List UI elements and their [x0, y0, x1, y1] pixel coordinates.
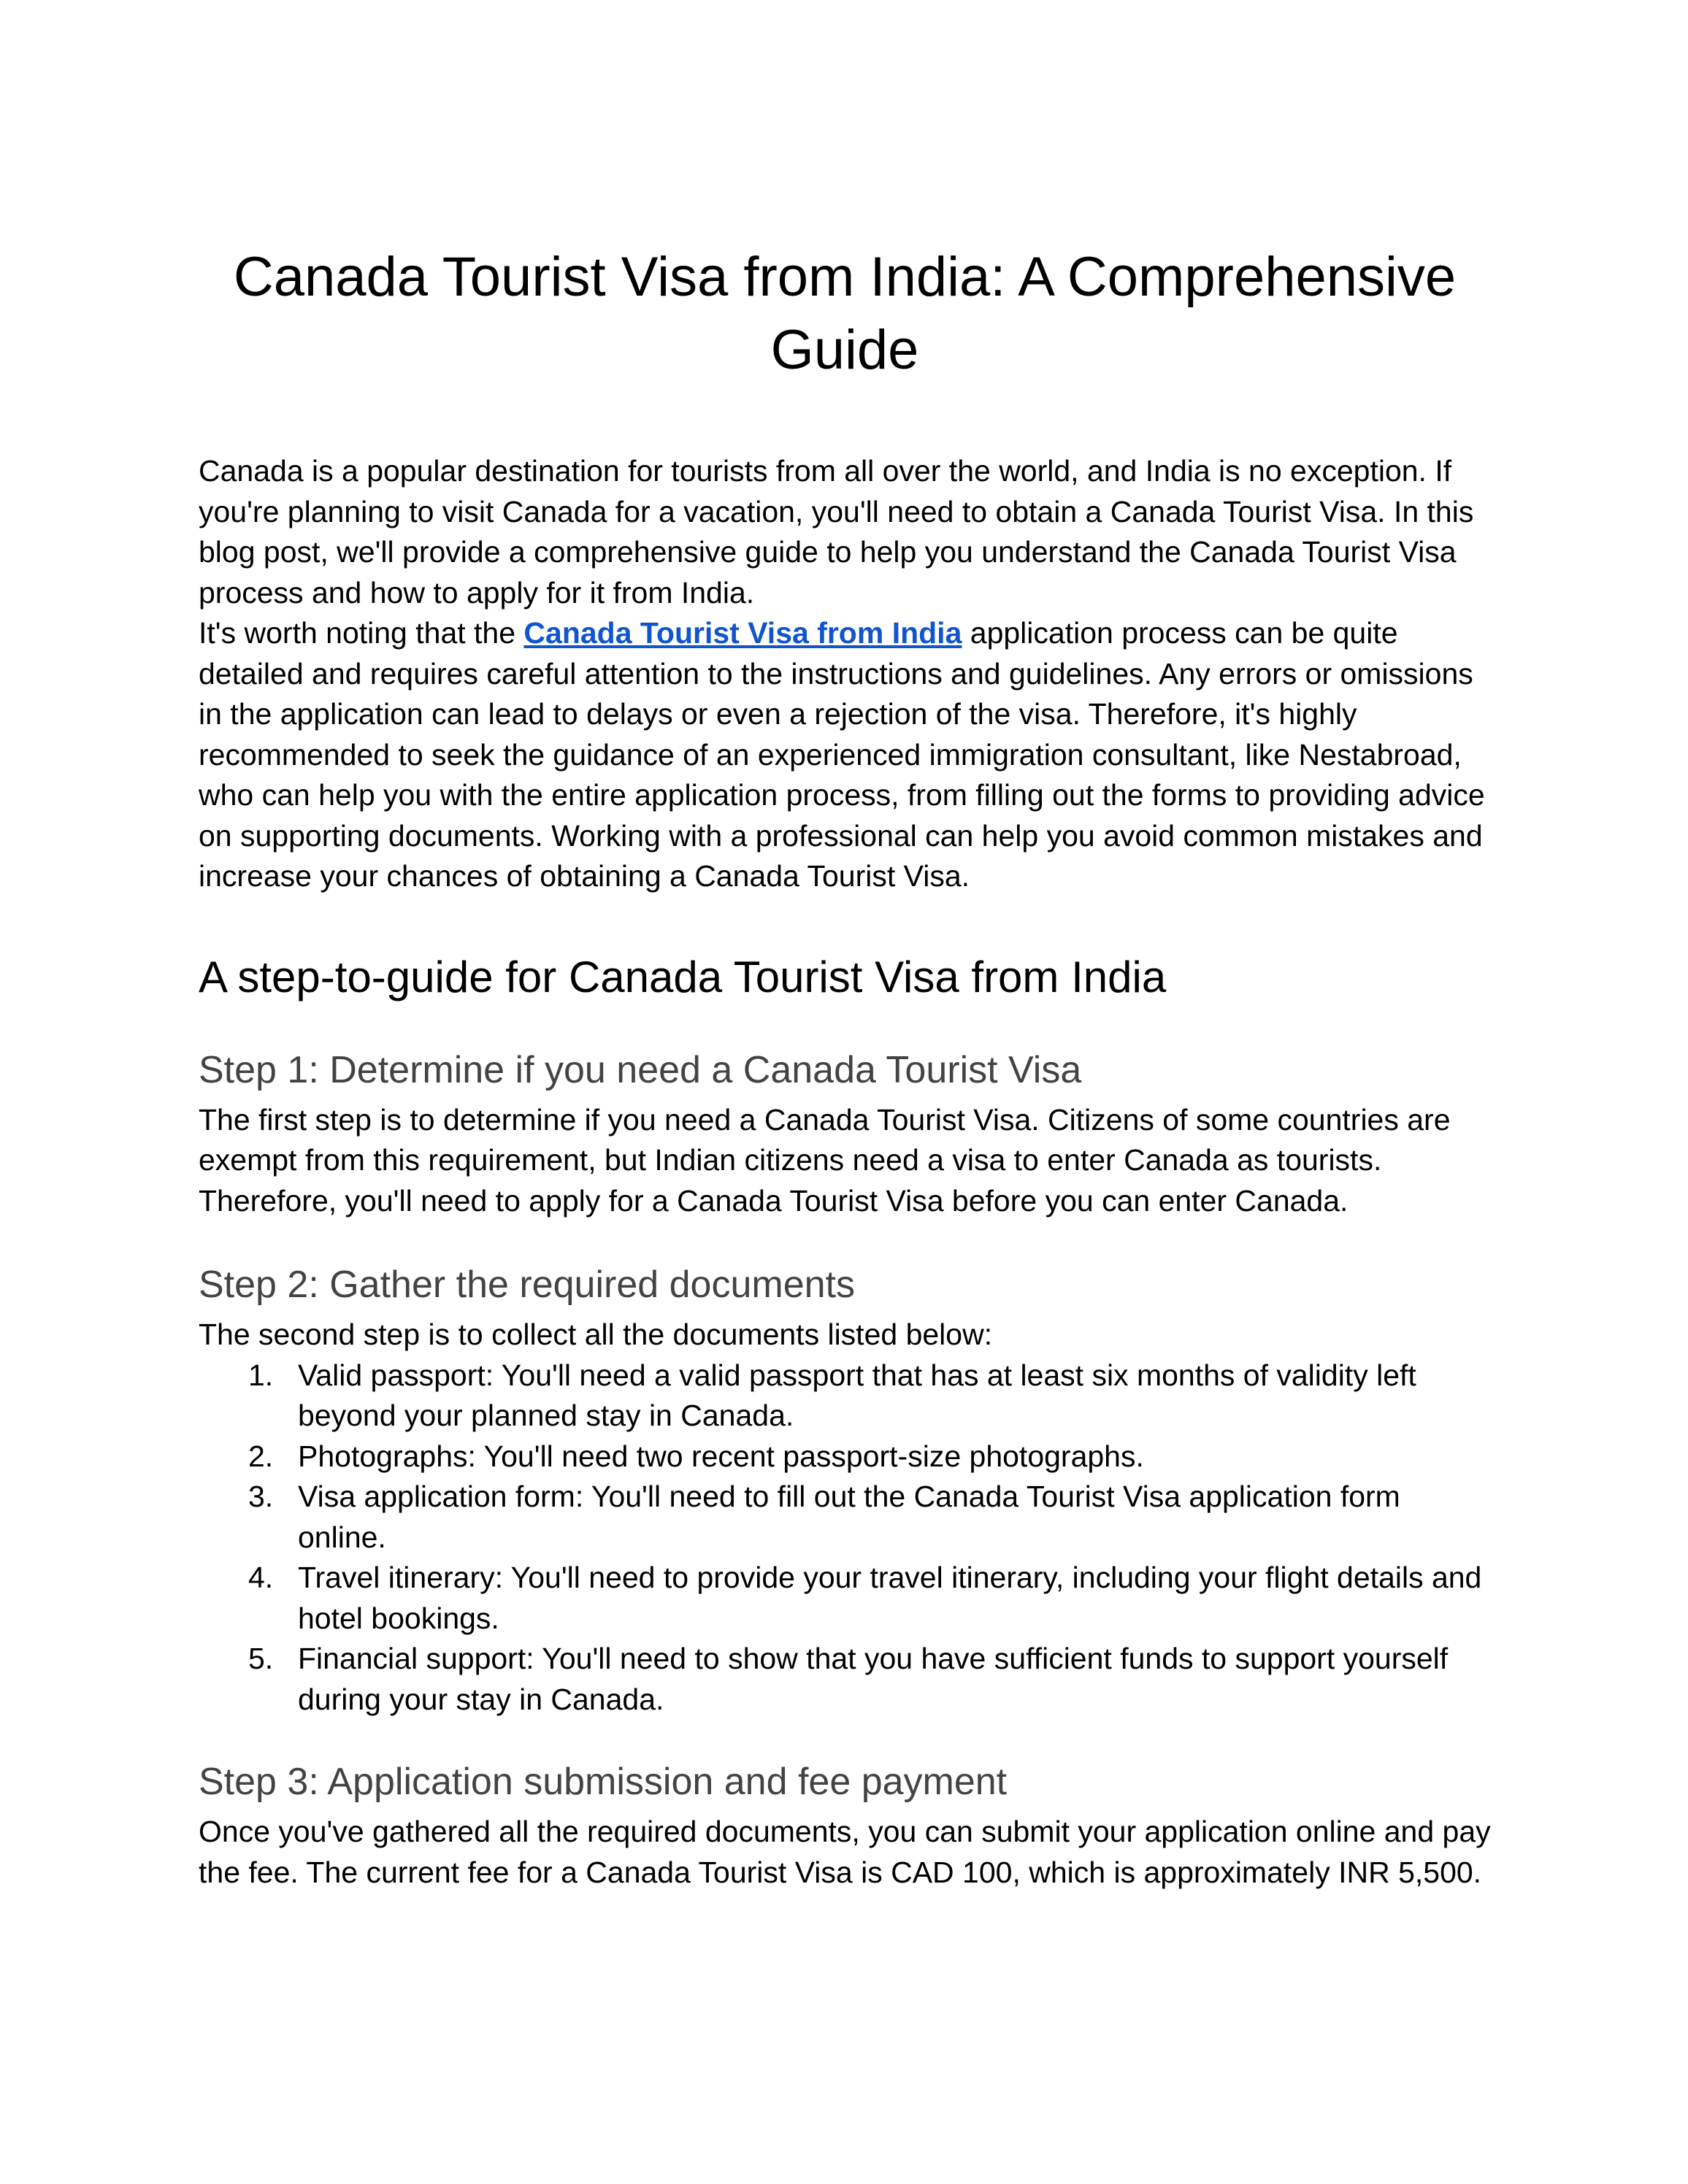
list-item-number: 4. [248, 1561, 274, 1594]
intro-paragraph: Canada is a popular destination for tourists from all over the world, and India is no exception. If you're planning to visit Canada for a vacation, you'll need to obtain a Canada Tourist Visa. In this blog post, we'll provide a comprehensive guide to help you understand the Canada Tourist Visa process and how to apply for it from India. [199, 454, 1474, 610]
document-content [199, 241, 1491, 1893]
section-heading: A step-to-guide for Canada Tourist Visa from India [199, 952, 1167, 1001]
list-item-text: Travel itinerary: You'll need to provide your travel itinerary, including your flight details and hotel bookings. [298, 1561, 1482, 1635]
list-item-text: Valid passport: You'll need a valid passport that has at least six months of validity left beyond your planned stay in Canada. [298, 1358, 1416, 1432]
step-2-heading: Step 2: Gather the required documents [199, 1264, 855, 1306]
list-item [199, 1477, 1491, 1558]
list-item [199, 1356, 1491, 1437]
document-title: Canada Tourist Visa from India: A Comprehensive Guide [233, 246, 1457, 381]
list-item-number: 2. [248, 1439, 274, 1473]
consultant-paragraph [199, 613, 1491, 897]
step-3-text: Once you've gathered all the required documents, you can submit your application online and pay the fee. The current fee for a Canada Tourist Visa is CAD 100, which is approximately INR 5,500. [199, 1815, 1491, 1889]
list-item-number: 5. [248, 1642, 274, 1675]
list-item-text: Financial support: You'll need to show that you have sufficient funds to support yourself during your stay in Canada. [298, 1642, 1449, 1716]
list-item-text: Visa application form: You'll need to fill out the Canada Tourist Visa application form online. [298, 1480, 1400, 1554]
list-item [199, 1639, 1491, 1720]
step-3-heading: Step 3: Application submission and fee payment [199, 1761, 1008, 1803]
step-1-text: The first step is to determine if you need a Canada Tourist Visa. Citizens of some countries are exempt from this requirement, but Indian citizens need a visa to enter Canada as tourists. Therefore, you'll need to apply for a Canada Tourist Visa before you can enter Canada. [199, 1102, 1451, 1218]
list-item-number: 3. [248, 1480, 274, 1513]
list-item [199, 1558, 1491, 1639]
list-item [199, 1437, 1491, 1477]
required-documents-list [199, 1356, 1491, 1720]
step-2-text: The second step is to collect all the documents listed below: [199, 1318, 993, 1351]
list-item-text: Photographs: You'll need two recent passport-size photographs. [298, 1439, 1144, 1473]
canada-tourist-visa-link[interactable]: Canada Tourist Visa from India [523, 616, 962, 650]
step-1-heading: Step 1: Determine if you need a Canada Tourist Visa [199, 1048, 1082, 1091]
paragraph-text-after-link: application process can be quite detailed and requires careful attention to the instructions and guidelines. Any errors or omissions in the application can lead to delays or even a rejection of the visa. Therefore, it's highly recommended to seek the guidance of an experienced immigration consultant, like Nestabroad, who can help you with the entire application process, from filling out the forms to providing advice on supporting documents. Working with a professional can help you avoid common mistakes and increase your chances of obtaining a Canada Tourist Visa. [199, 616, 1485, 893]
paragraph-text-before-link: It's worth noting that the [199, 616, 524, 650]
list-item-number: 1. [248, 1358, 274, 1392]
